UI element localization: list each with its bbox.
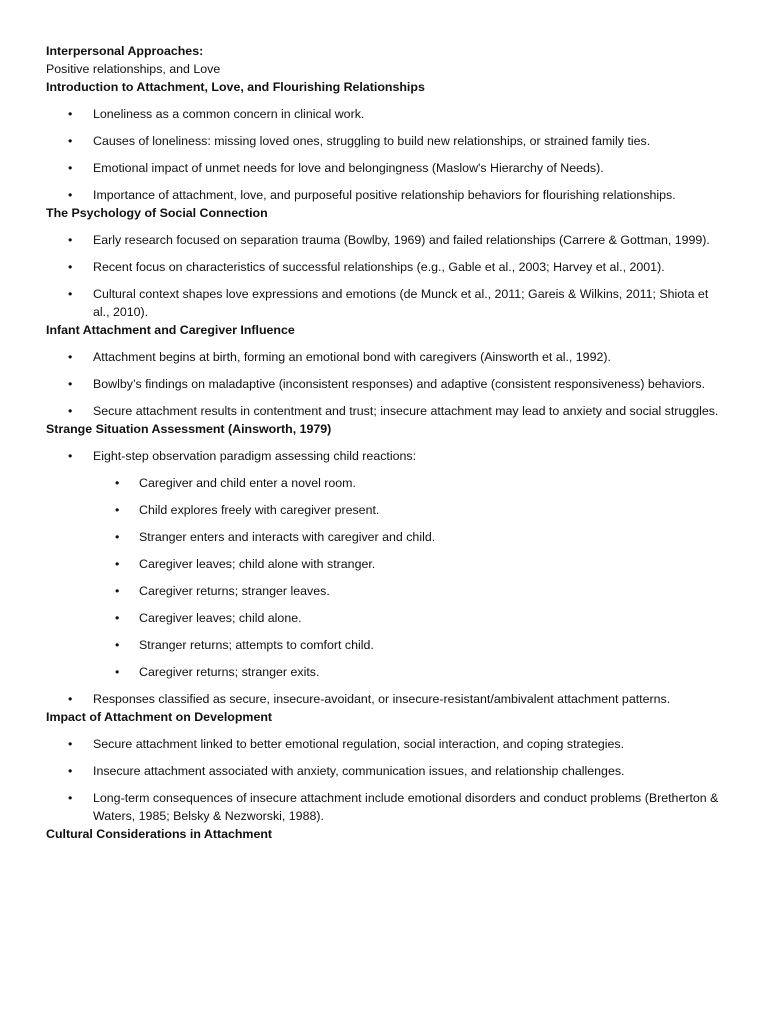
bullet-list: [46, 105, 726, 204]
sub-list-item: [46, 474, 726, 492]
sub-list-item-text: Caregiver returns; stranger leaves.: [139, 584, 330, 598]
bullet-list: [46, 735, 726, 825]
sub-list-item-text: Stranger enters and interacts with caregiver and child.: [139, 530, 436, 544]
list-item: [46, 186, 726, 204]
section-heading: Infant Attachment and Caregiver Influence: [46, 323, 295, 337]
list-item: [46, 159, 726, 177]
list-item: [46, 285, 726, 321]
section-heading: Cultural Considerations in Attachment: [46, 827, 273, 841]
bullet-icon: •: [115, 638, 120, 652]
sub-list-item-text: Caregiver returns; stranger exits.: [139, 665, 320, 679]
bullet-icon: •: [68, 404, 73, 418]
list-item-text: Bowlby’s findings on maladaptive (inconsistent responses) and adaptive (consistent responsiveness) behaviors.: [93, 377, 706, 391]
list-item-text: Long-term consequences of insecure attachment include emotional disorders and conduct problems (Bretherton & Waters, 1985; Belsky & Nezworski, 1988).: [93, 791, 719, 823]
sub-list-item: [46, 555, 726, 573]
sub-list-item: [46, 501, 726, 519]
list-item-text: Causes of loneliness: missing loved ones, struggling to build new relationships, or strained family ties.: [93, 134, 651, 148]
document-subtitle: Positive relationships, and Love: [46, 62, 221, 76]
bullet-icon: •: [68, 449, 73, 463]
sub-list-item-text: Child explores freely with caregiver present.: [139, 503, 380, 517]
list-item: [46, 231, 726, 249]
sub-list-item-text: Caregiver leaves; child alone with stranger.: [139, 557, 376, 571]
sub-list-item: [46, 609, 726, 627]
list-item: [46, 258, 726, 276]
list-item: [46, 105, 726, 123]
bullet-icon: •: [68, 260, 73, 274]
bullet-icon: •: [68, 287, 73, 301]
bullet-icon: •: [115, 476, 120, 490]
section-heading: Introduction to Attachment, Love, and Flourishing Relationships: [46, 80, 425, 94]
bullet-icon: •: [68, 233, 73, 247]
bullet-list: [46, 231, 726, 321]
list-item: [46, 132, 726, 150]
section-heading: Impact of Attachment on Development: [46, 710, 273, 724]
list-item-text: Loneliness as a common concern in clinical work.: [93, 107, 365, 121]
bullet-icon: •: [68, 791, 73, 805]
list-item: [46, 375, 726, 393]
list-item: [46, 789, 726, 825]
bullet-icon: •: [68, 377, 73, 391]
list-item: [46, 402, 726, 420]
list-item-text: Eight-step observation paradigm assessing child reactions:: [93, 449, 417, 463]
sub-list-item-text: Stranger returns; attempts to comfort child.: [139, 638, 374, 652]
bullet-icon: •: [68, 107, 73, 121]
bullet-icon: •: [115, 503, 120, 517]
section-heading: Strange Situation Assessment (Ainsworth, 1979): [46, 422, 332, 436]
document-page: [46, 42, 726, 843]
list-item-text: Importance of attachment, love, and purposeful positive relationship behaviors for flourishing relationships.: [93, 188, 676, 202]
bullet-icon: •: [68, 161, 73, 175]
bullet-icon: •: [115, 530, 120, 544]
sub-list-item: [46, 663, 726, 681]
list-item-text: Insecure attachment associated with anxiety, communication issues, and relationship challenges.: [93, 764, 625, 778]
sub-list-item-text: Caregiver and child enter a novel room.: [139, 476, 356, 490]
bullet-icon: •: [68, 737, 73, 751]
document-title: Interpersonal Approaches:: [46, 44, 204, 58]
list-item: [46, 762, 726, 780]
list-item-text: Emotional impact of unmet needs for love and belongingness (Maslow's Hierarchy of Needs).: [93, 161, 604, 175]
list-item-text: Secure attachment linked to better emotional regulation, social interaction, and coping strategies.: [93, 737, 625, 751]
sub-list-item: [46, 528, 726, 546]
bullet-list: [46, 348, 726, 420]
list-item-text: Cultural context shapes love expressions and emotions (de Munck et al., 2011; Gareis & Wilkins, 2011; Shiota et al., 2010).: [93, 287, 709, 319]
list-item-text: Early research focused on separation trauma (Bowlby, 1969) and failed relationships (Carrere & Gottman, 1999).: [93, 233, 710, 247]
bullet-icon: •: [68, 692, 73, 706]
list-item-text: Recent focus on characteristics of successful relationships (e.g., Gable et al., 2003; Harvey et al., 2001).: [93, 260, 665, 274]
sub-list-item: [46, 582, 726, 600]
bullet-icon: •: [115, 584, 120, 598]
bullet-icon: •: [68, 350, 73, 364]
bullet-icon: •: [68, 188, 73, 202]
bullet-icon: •: [115, 665, 120, 679]
list-item-text: Responses classified as secure, insecure-avoidant, or insecure-resistant/ambivalent attachment patterns.: [93, 692, 671, 706]
sub-bullet-list: [93, 474, 726, 681]
bullet-icon: •: [115, 557, 120, 571]
list-item-text: Secure attachment results in contentment and trust; insecure attachment may lead to anxiety and social struggles.: [93, 404, 719, 418]
section-heading: The Psychology of Social Connection: [46, 206, 268, 220]
list-item: [46, 447, 726, 681]
sub-list-item-text: Caregiver leaves; child alone.: [139, 611, 302, 625]
bullet-list: [46, 447, 726, 708]
bullet-icon: •: [68, 764, 73, 778]
bullet-icon: •: [115, 611, 120, 625]
list-item: [46, 690, 726, 708]
list-item: [46, 348, 726, 366]
sub-list-item: [46, 636, 726, 654]
bullet-icon: •: [68, 134, 73, 148]
list-item: [46, 735, 726, 753]
list-item-text: Attachment begins at birth, forming an emotional bond with caregivers (Ainsworth et al., 1992).: [93, 350, 611, 364]
